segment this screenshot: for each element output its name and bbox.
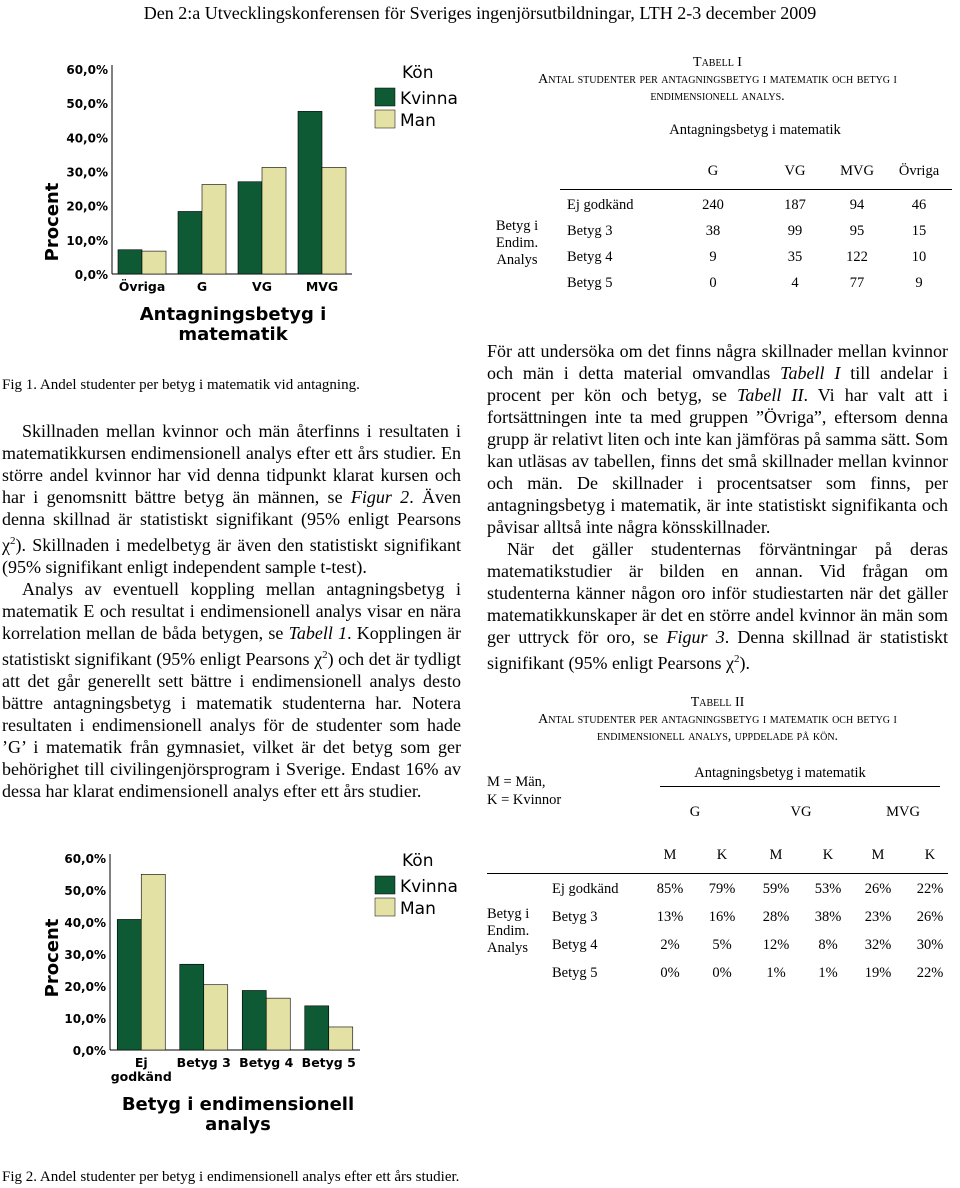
table-1-col-vg: VG [784, 163, 806, 179]
table-2-cell: 1% [818, 965, 838, 981]
table-2-cell: 30% [916, 937, 944, 953]
page-header: Den 2:a Utvecklingskonferensen för Sveriges ingenjörsutbildningar, LTH 2-3 december 2009 [143, 3, 817, 23]
fig1-caption: Fig 1. Andel studenter per betyg i matematik vid antagning. [2, 377, 360, 393]
table-2-cell: 38% [814, 909, 842, 925]
fig1-ylabel: Procent [42, 182, 63, 262]
fig1-legend-swatch-kvinna [375, 88, 395, 106]
table-1-subtitle-2: endimensionell analys. [650, 89, 785, 104]
table-1-cell: 10 [911, 249, 927, 265]
table-1-cell: 9 [709, 249, 717, 265]
table-1-rowgroup [487, 218, 547, 269]
table-2-subtitle-2: endimensionell analys, uppdelade på kön. [596, 729, 839, 744]
left-paragraph-2: Analys av eventuell koppling mellan antagningsbetyg i matematik E och resultat i endimensionell analys visar en nära korrelation mellan de båda betygen, se Tabell 1. Kopplingen är statistiskt signifikant (95% enligt Pearsons $\chi^2$) och det är tydligt att det går generellt sett bättre i endimensionell analys desto bättre antagningsbetyg i matematik studenterna har. Notera resultaten i endimensionell analys för de studenter som hade ’G’ i matematik från gymnasiet, vilket är det betyg som ger behörighet till civilingenjörsprogram i Sverige. Endast 16% av dessa har klarat endimensionell analys efter ett års studier. [2, 579, 461, 801]
fig2-legend-man: Man [400, 899, 436, 919]
table-2-subcol-header: M [769, 847, 783, 863]
fig1-bar-kvinna [298, 111, 322, 274]
fig2-legend-title: Kön [402, 851, 434, 871]
table-2-cell: 26% [916, 909, 944, 925]
table-2-row-label: Betyg 4 [552, 937, 598, 953]
fig2-category-label: Betyg 3 [176, 1055, 231, 1070]
fig1-bar-man [142, 251, 166, 274]
table-2-cell: 19% [864, 965, 892, 981]
right-paragraph-2: När det gäller studenternas förväntningar på deras matematikstudier är bilden en annan. Vid frågan om studenterna känner någon oro inför studiestarten när det gäller matematikkunskaper är det en större andel kvinnor än män som ger uttryck för oro, se Figur 3. Denna skillnad är statistiskt signifikant (95% enligt Pearsons $\chi^2$). [487, 539, 948, 673]
table-2-cell: 32% [864, 937, 892, 953]
fig1-category-label: Övriga [118, 279, 166, 294]
fig2-caption: Fig 2. Andel studenter per betyg i endimensionell analys efter ett års studier. [2, 1169, 460, 1185]
table-2-rowgroup-2: Endim. [487, 923, 530, 939]
fig1-bar-man [322, 167, 346, 274]
fig2-legend-swatch-kvinna [375, 876, 395, 894]
table-1-cell: 46 [911, 197, 927, 213]
fig2-bar-kvinna [242, 990, 266, 1050]
table-1-cell: 15 [911, 223, 927, 239]
table-1-cell: 99 [787, 223, 803, 239]
table-2-cell: 59% [762, 881, 790, 897]
table-2-rowgroup-1: Betyg i [487, 906, 530, 922]
table-1-row-label: Betyg 3 [567, 223, 613, 239]
fig1-category-label: G [196, 279, 208, 294]
fig2-bar-kvinna [305, 1006, 329, 1050]
table-1-cell: 38 [705, 223, 721, 239]
table-1-cell: 94 [849, 197, 865, 213]
table-1-cell: 9 [915, 275, 923, 291]
table-2-cell: 12% [762, 937, 790, 953]
table-2-group-header: VG [790, 804, 812, 820]
fig1-ytick: 10,0% [66, 233, 108, 248]
table-2-subcol-header: M [871, 847, 885, 863]
fig2-xlabel-line1: Betyg i endimensionell [121, 1094, 355, 1115]
table-2-cell: 16% [708, 909, 736, 925]
table-2-cell: 8% [818, 937, 838, 953]
table-1-cell: 122 [846, 249, 868, 265]
fig1-ytick: 60,0% [66, 63, 108, 77]
table-2-group-header: MVG [886, 804, 920, 820]
fig2-bar-man [329, 1027, 353, 1050]
fig1-ytick: 20,0% [66, 199, 108, 214]
fig1-bar-man [202, 184, 226, 274]
fig2-category-label: Betyg 5 [301, 1055, 356, 1070]
table-1-rowgroup-3: Analys [496, 252, 538, 268]
fig2-bar-man [141, 874, 165, 1050]
fig1-ytick: 50,0% [66, 97, 108, 112]
fig1-category-label: VG [252, 279, 272, 294]
table-2-key-2: K = Kvinnor [487, 792, 562, 808]
table-2-group-rule [660, 786, 940, 787]
table-1-cell: 187 [784, 197, 806, 213]
table-2-rowgroup [487, 906, 547, 957]
figure-1-chart [30, 52, 470, 352]
table-2-cell: 85% [656, 881, 684, 897]
fig1-legend-title: Kön [402, 63, 434, 83]
fig2-xlabel-line2: analys [205, 1114, 271, 1135]
figure-2 [30, 838, 470, 1138]
table-2-row-label: Ej godkänd [552, 881, 619, 897]
fig1-legend-kvinna: Kvinna [400, 89, 458, 109]
table-2-cell: 22% [916, 965, 944, 981]
table-2-cell: 53% [814, 881, 842, 897]
fig1-ytick: 40,0% [66, 131, 108, 146]
table-1-cell: 0 [709, 275, 717, 291]
fig2-bar-man [266, 998, 290, 1050]
right-paragraph-1: För att undersöka om det finns några skillnader mellan kvinnor och män i detta material omvandlas Tabell I till andelar i procent per kön och betyg, se Tabell II. Vi har valt att i fortsättningen inte ta med gruppen ”Övriga”, eftersom denna grupp är relativt liten och inte kan jämföras på samma sätt. Som kan utläsas av tabellen, finns det små skillnader mellan kvinnor och män. De skillnader i procentsatser som finns, per antagningsbetyg i matematik, är inte statistiskt signifikanta och påvisar alltså inte några könsskillnader. [487, 341, 949, 537]
table-2-subcol-header: K [822, 847, 834, 863]
fig1-ytick: 0,0% [74, 268, 108, 282]
table-1-row-label: Ej godkänd [567, 197, 634, 213]
fig2-category-label: Ej [134, 1055, 148, 1070]
fig1-bar-kvinna [178, 211, 202, 274]
table-2-cell: 23% [864, 909, 892, 925]
fig1-bar-kvinna [238, 182, 262, 274]
fig2-ytick: 30,0% [64, 948, 106, 962]
table-2-cell: 28% [762, 909, 790, 925]
fig2-category-label: godkänd [110, 1069, 172, 1084]
table-2-cell: 26% [864, 881, 892, 897]
fig1-bar-man [262, 167, 286, 274]
table-1-rowgroup-2: Endim. [495, 235, 539, 251]
fig2-ytick: 20,0% [64, 980, 106, 994]
table-1-cell: 4 [791, 275, 799, 291]
table-2-cell: 0% [712, 965, 732, 981]
fig1-category-label: MVG [305, 279, 339, 294]
table-2-key [487, 773, 561, 809]
table-2-rowgroup-3: Analys [487, 940, 529, 956]
table-1-rowgroup-1: Betyg i [495, 218, 539, 234]
table-1-col-g: G [707, 163, 719, 179]
table-1-cell: 95 [849, 223, 865, 239]
figure-2-chart [30, 838, 470, 1138]
table-2-subcol-header: K [716, 847, 728, 863]
table-2-group-header: G [689, 804, 701, 820]
fig2-category-label: Betyg 4 [239, 1055, 294, 1070]
table-2-rule [487, 873, 948, 874]
table-2-title: Tabell II [690, 695, 745, 710]
table-2 [487, 694, 948, 745]
table-1-col-mvg: MVG [840, 163, 874, 179]
table-2-subcol-header: M [663, 847, 677, 863]
fig2-bar-man [204, 985, 228, 1050]
fig2-ytick: 50,0% [64, 884, 106, 898]
fig2-ytick: 10,0% [64, 1012, 106, 1026]
figure-1 [30, 52, 470, 352]
table-2-row-label: Betyg 5 [552, 965, 598, 981]
table-2-key-1: M = Män, [487, 774, 546, 790]
fig2-legend-kvinna: Kvinna [400, 877, 458, 897]
table-2-colgroup-label: Antagningsbetyg i matematik [694, 765, 866, 781]
table-1-colgroup-label: Antagningsbetyg i matematik [669, 122, 841, 138]
fig2-bar-kvinna [117, 919, 141, 1050]
fig2-ytick: 60,0% [64, 852, 106, 866]
fig2-legend-swatch-man [375, 898, 395, 916]
right-text [487, 340, 948, 674]
fig1-xlabel-line2: matematik [178, 324, 288, 345]
table-2-cell: 0% [660, 965, 680, 981]
fig1-xlabel-line1: Antagningsbetyg i [139, 304, 327, 325]
table-1-col-ovriga: Övriga [898, 163, 940, 179]
fig2-bar-kvinna [180, 964, 204, 1050]
table-2-row-label: Betyg 3 [552, 909, 598, 925]
table-2-cell: 5% [712, 937, 732, 953]
table-1-title: Tabell I [693, 55, 742, 70]
table-1-cell: 77 [849, 275, 865, 291]
fig1-bar-kvinna [118, 250, 142, 274]
table-1-cell: 240 [702, 197, 724, 213]
left-paragraph-1: Skillnaden mellan kvinnor och män återfinns i resultaten i matematikkursen endimensionell analys efter ett års studier. En större andel kvinnor har vid denna tidpunkt klarat kursen och har i genomsnitt bättre betyg än männen, se Figur 2. Även denna skillnad är statistiskt signifikant (95% enligt Pearsons $\chi^2$). Skillnaden i medelbetyg är även den statistiskt signifikant (95% signifikant enligt independent sample t-test). [2, 421, 461, 577]
table-2-cell: 13% [656, 909, 684, 925]
table-2-cell: 1% [766, 965, 786, 981]
table-1-cell: 35 [787, 249, 803, 265]
fig2-ylabel: Procent [42, 918, 63, 998]
table-2-cell: 79% [708, 881, 736, 897]
left-text [2, 420, 461, 802]
table-1-subtitle-1: Antal studenter per antagningsbetyg i matematik och betyg i [538, 72, 897, 87]
table-1-row-label: Betyg 5 [567, 275, 613, 291]
table-2-cell: 22% [916, 881, 944, 897]
fig1-legend-man: Man [400, 111, 436, 131]
table-2-subtitle-1: Antal studenter per antagningsbetyg i matematik och betyg i [538, 712, 897, 727]
table-2-subcol-header: K [924, 847, 936, 863]
fig2-ytick: 40,0% [64, 916, 106, 930]
fig1-ytick: 30,0% [66, 165, 108, 180]
table-1 [487, 54, 948, 105]
fig1-legend-swatch-man [375, 110, 395, 128]
table-1-rule [560, 189, 952, 190]
table-1-row-label: Betyg 4 [567, 249, 613, 265]
table-2-cell: 2% [660, 937, 680, 953]
fig2-ytick: 0,0% [72, 1044, 106, 1058]
